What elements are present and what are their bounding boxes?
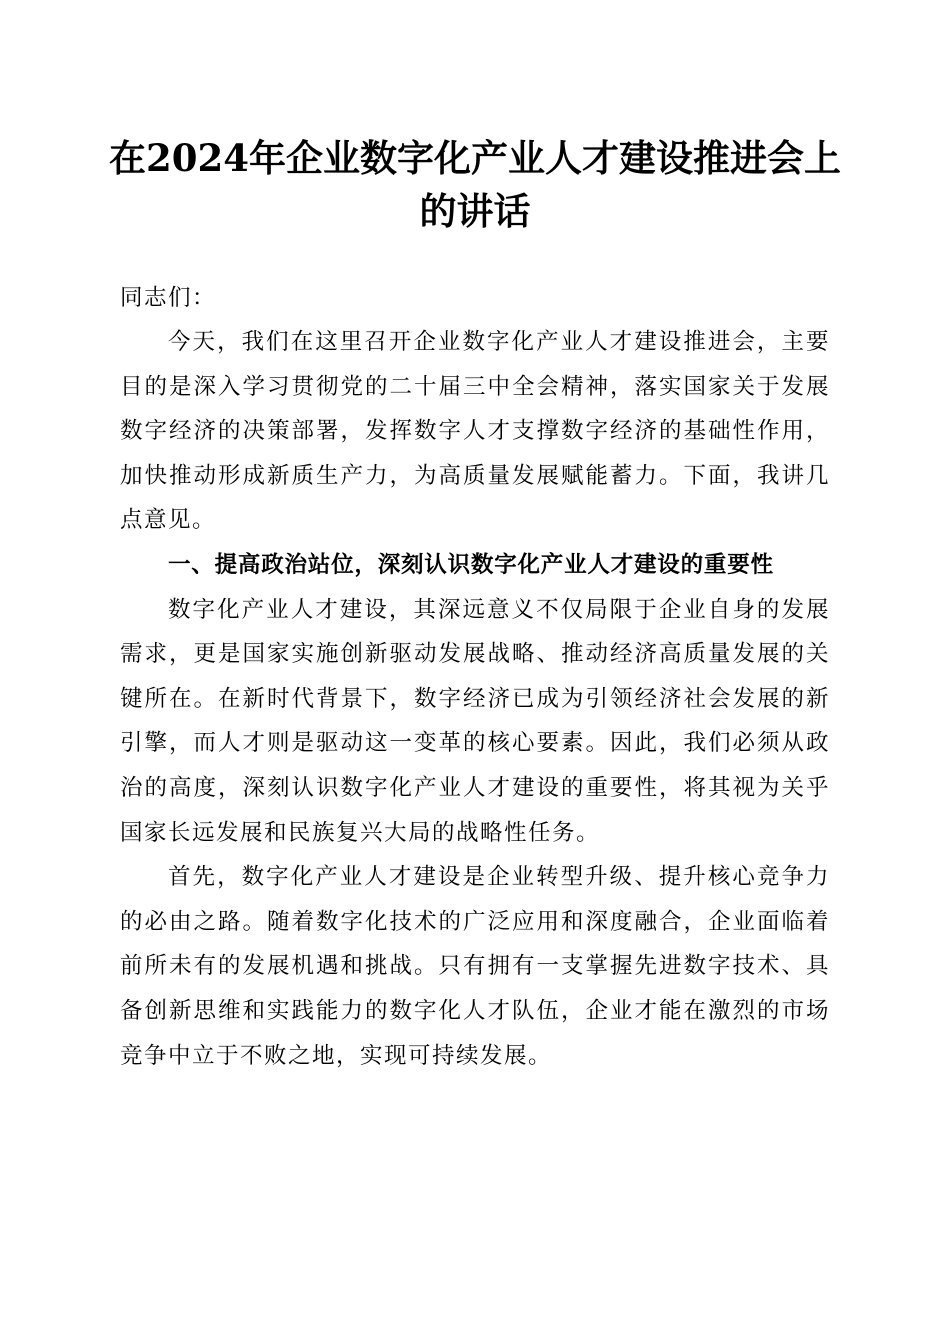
document-body (120, 320, 830, 1078)
section-heading-1: 一、提高政治站位，深刻认识数字化产业人才建设的重要性 (168, 551, 774, 578)
paragraph-first-point: 首先，数字化产业人才建设是企业转型升级、提升核心竞争力的必由之路。随着数字化技术的广泛应用和深度融合，企业面临着前所未有的发展机遇和挑战。只有拥有一支掌握先进数字技术、具备创新思维和实践能力的数字化人才队伍，企业才能在激烈的市场竞争中立于不败之地，实现可持续发展。 (120, 864, 830, 1069)
paragraph-intro: 今天，我们在这里召开企业数字化产业人才建设推进会，主要目的是深入学习贯彻党的二十届三中全会精神，落实国家关于发展数字经济的决策部署，发挥数字人才支撑数字经济的基础性作用，加快推动形成新质生产力，为高质量发展赋能蓄力。下面，我讲几点意见。 (120, 329, 830, 534)
paragraph-significance: 数字化产业人才建设，其深远意义不仅局限于企业自身的发展需求，更是国家实施创新驱动发展战略、推动经济高质量发展的关键所在。在新时代背景下，数字经济已成为引领经济社会发展的新引擎，而人才则是驱动这一变革的核心要素。因此，我们必须从政治的高度，深刻认识数字化产业人才建设的重要性，将其视为关乎国家长远发展和民族复兴大局的战略性任务。 (120, 596, 830, 846)
salutation: 同志们： (120, 285, 217, 311)
document-title: 在2024年企业数字化产业人才建设推进会上的讲话 (109, 136, 841, 233)
